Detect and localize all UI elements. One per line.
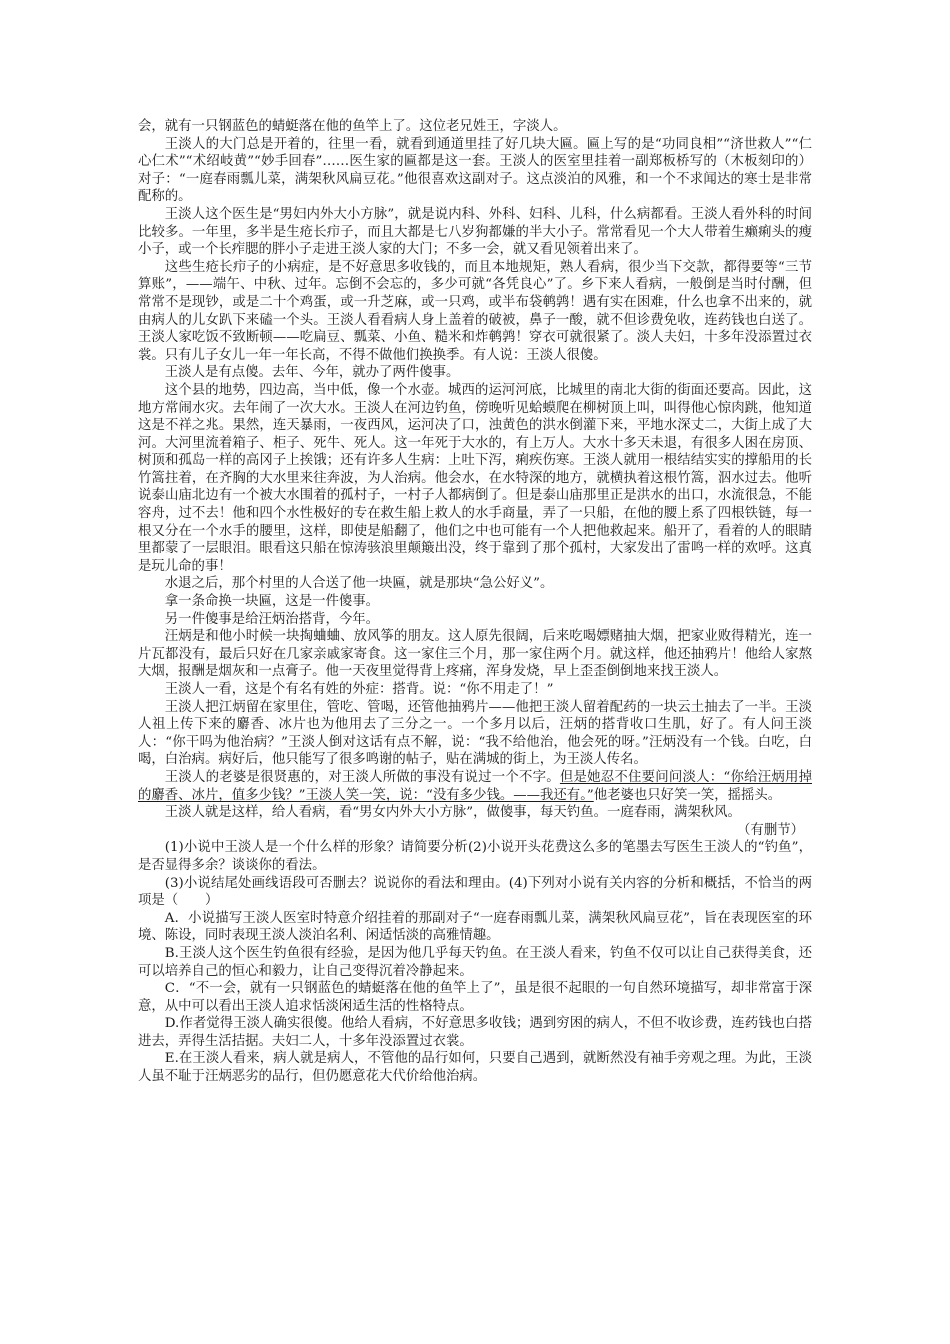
underlined-passage: 但是她忍不住要问问淡人：“你给汪炳用掉的麝香、冰片，值多少钱？”王淡人笑一笑，说：“没有多少钱。——我还有。” <box>138 769 812 803</box>
paragraph-9: 另一件傻事是给汪炳治搭背，今年。 <box>164 611 380 627</box>
option-e: E.在王淡人看来，病人就是病人，不管他的品行如何，只要自己遇到，就断然没有袖手旁观之理。为此，王淡人虽不耻于汪炳恶劣的品行，但仍愿意花大代价给他治病。 <box>138 1051 812 1085</box>
document-page <box>138 118 812 1086</box>
option-c: C．“不一会，就有一只钢蓝色的蜻蜓落在他的鱼竿上了”，虽是很不起眼的一句自然环境描写，却非常富于深意，从中可以看出王淡人追求恬淡闲适生活的性格特点。 <box>138 981 812 1014</box>
option-a: A．小说描写王淡人医室时特意介绍挂着的那副对子“一庭春雨瓢儿菜，满架秋风扁豆花”，旨在表现医室的环境、陈设，同时表现王淡人淡泊名利、闲适恬淡的高雅情趣。 <box>138 910 812 944</box>
abridged-note: （有删节） <box>737 822 804 838</box>
paragraph-2: 王淡人的大门总是开着的，往里一看，就看到通道里挂了好几块大匾。匾上写的是“功同良相”“济世救人”“仁心仁术”“术绍岐黄”“妙手回春”……医生家的匾都是这一套。王淡人的医室里挂着一副郑板桥写的（木板刻印的）对子：“一庭春雨瓢儿菜，满架秋风扁豆花。”他很喜欢这副对子。这点淡泊的风雅，和一个不求闻达的寒士是非常配称的。 <box>138 136 812 205</box>
paragraph-13-end: 他老婆也只好笑一笑，摇摇头。 <box>593 787 782 803</box>
option-b: B.王淡人这个医生钓鱼很有经验，是因为他几乎每天钓鱼。在王淡人看来，钓鱼不仅可以让自己获得美食，还可以培养自己的恒心和毅力，让自己变得沉着冷静起来。 <box>138 945 812 979</box>
paragraph-14: 王淡人就是这样，给人看病，看“男女内外大小方脉”，做傻事，每天钓鱼。一庭春雨，满架秋风。 <box>164 805 741 821</box>
paragraph-5: 王淡人是有点傻。去年、今年，就办了两件傻事。 <box>164 365 460 381</box>
paragraph-8: 拿一条命换一块匾，这是一件傻事。 <box>164 594 380 610</box>
paragraph-4: 这些生疮长疖子的小病症，是不好意思多收钱的，而且本地规矩，熟人看病，很少当下交款，都得要等“三节算账”，——端午、中秋、过年。忘倒不会忘的，多少可就“各凭良心”了。乡下来人看病，一般倒是当时付酬，但常常不是现钞，或是二十个鸡蛋，或一升芝麻，或一只鸡，或半布袋鹌鹑！遇有实在困难，什么也拿不出来的，就由病人的儿女趴下来磕一个头。王淡人看看病人身上盖着的破被，鼻子一酸，就不但诊费免收，连药钱也白送了。王淡人家吃饭不致断顿——吃扁豆、瓢菜、小鱼、糙米和炸鹌鹑！穿衣可就很紧了。淡人夫妇，十多年没添置过衣裳。只有儿子女儿一年一年长高，不得不做他们换换季。有人说：王淡人很傻。 <box>138 259 812 363</box>
question-3-4: (3)小说结尾处画线语段可否删去？说说你的看法和理由。(4)下列对小说有关内容的分析和概括，不恰当的两项是（ ） <box>138 875 812 909</box>
paragraph-7: 水退之后，那个村里的人合送了他一块匾，就是那块“急公好义”。 <box>164 576 554 592</box>
paragraph-13-start: 王淡人的老婆是很贤惠的，对王淡人所做的事没有说过一个不字。 <box>164 769 560 785</box>
paragraph-12: 王淡人把江炳留在家里住，管吃、管喝，还管他抽鸦片——他把王淡人留着配药的一块云土抽去了一半。王淡人祖上传下来的麝香、冰片也为他用去了三分之一。一个多月以后，汪炳的搭背收口生肌，好了。有人问王淡人：“你干吗为他治病？”王淡人倒对这话有点不解，说：“我不给他治，他会死的呀。”汪炳没有一个钱。白吃，白喝，白治病。病好后，他只能写了很多鸣谢的帖子，贴在满城的街上，为王淡人传名。 <box>138 699 812 768</box>
paragraph-10: 汪炳是和他小时候一块掏蛐蛐、放风筝的朋友。这人原先很阔，后来吃喝嫖赌抽大烟，把家业败得精光，连一片瓦都没有，最后只好在几家亲戚家寄食。这一家住三个月，那一家住两个月。就这样，他还抽鸦片！他给人家熬大烟，报酬是烟灰和一点膏子。他一天夜里觉得背上疼痛，浑身发烧，早上歪歪倒倒地来找王淡人。 <box>138 629 812 680</box>
paragraph-3: 王淡人这个医生是“男妇内外大小方脉”，就是说内科、外科、妇科、儿科，什么病都看。王淡人看外科的时间比较多。一年里，多半是生疮长疖子，而且大都是七八岁狗都嫌的半大小子。常常看见一个大人带着生癞痢头的瘦小子，或一个长痄腮的胖小子走进王淡人家的大门；不多一会，就又看见领着出来了。 <box>138 206 812 258</box>
paragraph-13 <box>138 769 812 804</box>
option-d: D.作者觉得王淡人确实很傻。他给人看病，不好意思多收钱；遇到穷困的病人，不但不收诊费，连药钱也白搭进去，弄得生活拮据。夫妇二人，十多年没添置过衣裳。 <box>138 1016 812 1049</box>
paragraph-1: 会，就有一只钢蓝色的蜻蜓落在他的鱼竿上了。这位老兄姓王，字淡人。 <box>138 119 567 134</box>
paragraph-11: 王淡人一看，这是个有名有姓的外症：搭背。说：“你不用走了！” <box>164 682 554 697</box>
paragraph-6: 这个县的地势，四边高，当中低，像一个水壶。城西的运河河底，比城里的南北大街的街面还要高。因此，这地方常闹水灾。去年闹了一次大水。王淡人在河边钓鱼，傍晚听见蛤蟆爬在柳树顶上叫，叫得他心惊肉跳，他知道这是不祥之兆。果然，连天暴雨，一夜西风，运河决了口，浊黄色的洪水倒灌下来，平地水深丈二，大街上成了大河。大河里流着箱子、柜子、死牛、死人。这一年死于大水的，有上万人。大水十多天未退，有很多人困在房顶、树顶和孤岛一样的高冈子上挨饿；还有许多人生病：上吐下泻，痢疾伤寒。王淡人就用一根结结实实的撑船用的长竹篙拄着，在齐胸的大水里来往奔波，为人治病。他会水，在水特深的地方，就横执着这根竹篙，泅水过去。他听说泰山庙北边有一个被大水围着的孤村子，一村子人都病倒了。但是泰山庙那里正是洪水的出口，水流很急，不能容舟，过不去！他和四个水性极好的专在救生船上救人的水手商量，弄了一只船，在他的腰上系了四根铁链，每一根又分在一个水手的腰里，这样，即使是船翻了，他们之中也可能有一个人把他救起来。船开了，看着的人的眼睛里都蒙了一层眼泪。眼看这只船在惊涛骇浪里颠簸出没，终于靠到了那个孤村，大家发出了雷鸣一样的欢呼。这真是玩儿命的事！ <box>138 382 812 574</box>
question-1-2: (1)小说中王淡人是一个什么样的形象？请简要分析(2)小说开头花费这么多的笔墨去写医生王淡人的“钓鱼”，是否显得多余？谈谈你的看法。 <box>138 840 812 873</box>
